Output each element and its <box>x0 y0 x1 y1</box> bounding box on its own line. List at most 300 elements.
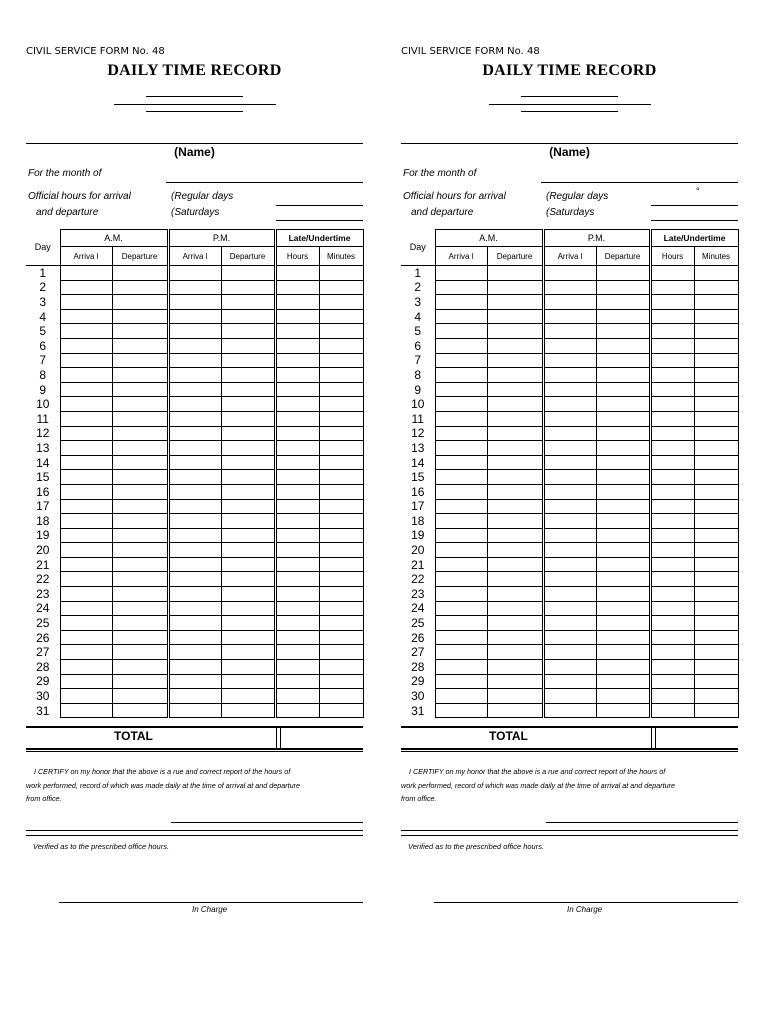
minutes-cell[interactable] <box>694 660 738 675</box>
minutes-cell[interactable] <box>319 660 363 675</box>
am-departure-cell[interactable] <box>112 426 168 441</box>
am-arrival-cell[interactable] <box>60 280 112 295</box>
minutes-cell[interactable] <box>694 368 738 383</box>
am-departure-cell[interactable] <box>112 528 168 543</box>
pm-arrival-cell[interactable] <box>543 528 596 543</box>
minutes-cell[interactable] <box>319 426 363 441</box>
hours-cell[interactable] <box>275 543 319 558</box>
pm-arrival-cell[interactable] <box>168 557 221 572</box>
minutes-cell[interactable] <box>694 689 738 704</box>
am-arrival-cell[interactable] <box>435 382 487 397</box>
am-departure-cell[interactable] <box>112 514 168 529</box>
hours-cell[interactable] <box>650 572 694 587</box>
pm-arrival-cell[interactable] <box>168 484 221 499</box>
hours-cell[interactable] <box>275 528 319 543</box>
pm-departure-cell[interactable] <box>596 674 650 689</box>
pm-arrival-cell[interactable] <box>543 660 596 675</box>
am-departure-cell[interactable] <box>487 543 543 558</box>
pm-departure-cell[interactable] <box>596 368 650 383</box>
minutes-cell[interactable] <box>694 382 738 397</box>
am-arrival-cell[interactable] <box>435 616 487 631</box>
pm-arrival-cell[interactable] <box>543 674 596 689</box>
pm-arrival-cell[interactable] <box>168 455 221 470</box>
hours-cell[interactable] <box>650 601 694 616</box>
pm-departure-cell[interactable] <box>596 689 650 704</box>
pm-arrival-cell[interactable] <box>168 601 221 616</box>
am-arrival-cell[interactable] <box>60 295 112 310</box>
am-arrival-cell[interactable] <box>435 353 487 368</box>
pm-arrival-cell[interactable] <box>543 616 596 631</box>
hours-cell[interactable] <box>650 557 694 572</box>
hours-cell[interactable] <box>275 470 319 485</box>
pm-arrival-cell[interactable] <box>543 557 596 572</box>
pm-departure-cell[interactable] <box>596 557 650 572</box>
regular-days-line[interactable] <box>276 205 363 206</box>
am-arrival-cell[interactable] <box>60 411 112 426</box>
pm-arrival-cell[interactable] <box>543 587 596 602</box>
minutes-cell[interactable] <box>319 557 363 572</box>
pm-arrival-cell[interactable] <box>168 703 221 718</box>
hours-cell[interactable] <box>650 353 694 368</box>
pm-arrival-cell[interactable] <box>543 689 596 704</box>
hours-cell[interactable] <box>275 426 319 441</box>
pm-departure-cell[interactable] <box>596 499 650 514</box>
minutes-cell[interactable] <box>319 689 363 704</box>
pm-arrival-cell[interactable] <box>168 528 221 543</box>
am-arrival-cell[interactable] <box>60 557 112 572</box>
minutes-cell[interactable] <box>694 295 738 310</box>
minutes-cell[interactable] <box>694 616 738 631</box>
minutes-cell[interactable] <box>694 455 738 470</box>
hours-cell[interactable] <box>650 703 694 718</box>
pm-departure-cell[interactable] <box>596 601 650 616</box>
pm-departure-cell[interactable] <box>221 441 275 456</box>
pm-departure-cell[interactable] <box>596 426 650 441</box>
hours-cell[interactable] <box>650 645 694 660</box>
minutes-cell[interactable] <box>319 499 363 514</box>
hours-cell[interactable] <box>275 689 319 704</box>
pm-departure-cell[interactable] <box>596 353 650 368</box>
hours-cell[interactable] <box>650 587 694 602</box>
am-departure-cell[interactable] <box>112 703 168 718</box>
minutes-cell[interactable] <box>694 411 738 426</box>
am-departure-cell[interactable] <box>112 645 168 660</box>
hours-cell[interactable] <box>275 280 319 295</box>
am-departure-cell[interactable] <box>487 295 543 310</box>
hours-cell[interactable] <box>650 411 694 426</box>
am-arrival-cell[interactable] <box>435 703 487 718</box>
am-arrival-cell[interactable] <box>60 674 112 689</box>
hours-cell[interactable] <box>650 499 694 514</box>
minutes-cell[interactable] <box>694 397 738 412</box>
pm-departure-cell[interactable] <box>221 309 275 324</box>
am-departure-cell[interactable] <box>487 324 543 339</box>
am-departure-cell[interactable] <box>112 455 168 470</box>
am-arrival-cell[interactable] <box>60 587 112 602</box>
am-departure-cell[interactable] <box>112 674 168 689</box>
minutes-cell[interactable] <box>319 587 363 602</box>
am-arrival-cell[interactable] <box>60 484 112 499</box>
pm-departure-cell[interactable] <box>221 280 275 295</box>
pm-arrival-cell[interactable] <box>168 514 221 529</box>
am-departure-cell[interactable] <box>487 280 543 295</box>
pm-departure-cell[interactable] <box>221 426 275 441</box>
hours-cell[interactable] <box>650 266 694 281</box>
am-departure-cell[interactable] <box>487 338 543 353</box>
minutes-cell[interactable] <box>694 630 738 645</box>
minutes-cell[interactable] <box>694 601 738 616</box>
pm-arrival-cell[interactable] <box>543 382 596 397</box>
pm-departure-cell[interactable] <box>221 674 275 689</box>
pm-departure-cell[interactable] <box>221 455 275 470</box>
hours-cell[interactable] <box>275 557 319 572</box>
hours-cell[interactable] <box>650 368 694 383</box>
hours-cell[interactable] <box>275 411 319 426</box>
am-departure-cell[interactable] <box>487 514 543 529</box>
am-departure-cell[interactable] <box>112 368 168 383</box>
pm-arrival-cell[interactable] <box>543 514 596 529</box>
am-arrival-cell[interactable] <box>435 426 487 441</box>
am-departure-cell[interactable] <box>112 630 168 645</box>
am-departure-cell[interactable] <box>112 601 168 616</box>
am-departure-cell[interactable] <box>112 266 168 281</box>
pm-departure-cell[interactable] <box>596 470 650 485</box>
pm-departure-cell[interactable] <box>596 441 650 456</box>
am-departure-cell[interactable] <box>112 280 168 295</box>
minutes-cell[interactable] <box>694 645 738 660</box>
am-arrival-cell[interactable] <box>60 660 112 675</box>
hours-cell[interactable] <box>650 470 694 485</box>
pm-departure-cell[interactable] <box>596 660 650 675</box>
signature-line[interactable] <box>546 822 738 823</box>
hours-cell[interactable] <box>650 397 694 412</box>
month-line[interactable] <box>166 182 363 183</box>
hours-cell[interactable] <box>275 703 319 718</box>
pm-departure-cell[interactable] <box>596 616 650 631</box>
pm-departure-cell[interactable] <box>221 528 275 543</box>
am-arrival-cell[interactable] <box>60 528 112 543</box>
pm-arrival-cell[interactable] <box>168 572 221 587</box>
am-arrival-cell[interactable] <box>435 674 487 689</box>
am-departure-cell[interactable] <box>112 397 168 412</box>
minutes-cell[interactable] <box>319 630 363 645</box>
pm-arrival-cell[interactable] <box>168 587 221 602</box>
pm-arrival-cell[interactable] <box>168 630 221 645</box>
minutes-cell[interactable] <box>694 280 738 295</box>
pm-arrival-cell[interactable] <box>168 543 221 558</box>
signature-line[interactable] <box>171 822 363 823</box>
pm-arrival-cell[interactable] <box>543 295 596 310</box>
pm-arrival-cell[interactable] <box>543 441 596 456</box>
minutes-cell[interactable] <box>694 324 738 339</box>
minutes-cell[interactable] <box>694 470 738 485</box>
hours-cell[interactable] <box>650 543 694 558</box>
pm-departure-cell[interactable] <box>596 309 650 324</box>
am-arrival-cell[interactable] <box>435 441 487 456</box>
pm-departure-cell[interactable] <box>221 499 275 514</box>
am-departure-cell[interactable] <box>487 470 543 485</box>
pm-departure-cell[interactable] <box>596 514 650 529</box>
pm-arrival-cell[interactable] <box>168 397 221 412</box>
am-arrival-cell[interactable] <box>60 441 112 456</box>
minutes-cell[interactable] <box>694 426 738 441</box>
hours-cell[interactable] <box>275 514 319 529</box>
am-arrival-cell[interactable] <box>435 484 487 499</box>
am-arrival-cell[interactable] <box>60 455 112 470</box>
hours-cell[interactable] <box>650 324 694 339</box>
minutes-cell[interactable] <box>694 674 738 689</box>
am-departure-cell[interactable] <box>112 543 168 558</box>
hours-cell[interactable] <box>650 674 694 689</box>
pm-departure-cell[interactable] <box>221 353 275 368</box>
am-arrival-cell[interactable] <box>60 630 112 645</box>
pm-arrival-cell[interactable] <box>168 499 221 514</box>
am-departure-cell[interactable] <box>487 382 543 397</box>
minutes-cell[interactable] <box>319 368 363 383</box>
am-departure-cell[interactable] <box>112 338 168 353</box>
am-arrival-cell[interactable] <box>60 645 112 660</box>
pm-arrival-cell[interactable] <box>543 280 596 295</box>
am-arrival-cell[interactable] <box>60 514 112 529</box>
am-arrival-cell[interactable] <box>435 601 487 616</box>
pm-departure-cell[interactable] <box>221 543 275 558</box>
am-arrival-cell[interactable] <box>435 368 487 383</box>
hours-cell[interactable] <box>275 674 319 689</box>
pm-departure-cell[interactable] <box>221 368 275 383</box>
minutes-cell[interactable] <box>319 572 363 587</box>
am-departure-cell[interactable] <box>487 528 543 543</box>
hours-cell[interactable] <box>275 338 319 353</box>
am-departure-cell[interactable] <box>112 689 168 704</box>
pm-departure-cell[interactable] <box>221 645 275 660</box>
am-departure-cell[interactable] <box>112 470 168 485</box>
am-departure-cell[interactable] <box>487 411 543 426</box>
pm-arrival-cell[interactable] <box>168 295 221 310</box>
pm-departure-cell[interactable] <box>221 689 275 704</box>
am-arrival-cell[interactable] <box>435 587 487 602</box>
pm-arrival-cell[interactable] <box>168 426 221 441</box>
am-departure-cell[interactable] <box>112 324 168 339</box>
pm-arrival-cell[interactable] <box>168 338 221 353</box>
am-arrival-cell[interactable] <box>60 703 112 718</box>
pm-arrival-cell[interactable] <box>168 382 221 397</box>
am-arrival-cell[interactable] <box>60 397 112 412</box>
minutes-cell[interactable] <box>319 309 363 324</box>
pm-arrival-cell[interactable] <box>543 266 596 281</box>
am-arrival-cell[interactable] <box>435 499 487 514</box>
hours-cell[interactable] <box>650 528 694 543</box>
pm-departure-cell[interactable] <box>221 660 275 675</box>
minutes-cell[interactable] <box>319 601 363 616</box>
pm-arrival-cell[interactable] <box>543 645 596 660</box>
pm-arrival-cell[interactable] <box>543 368 596 383</box>
minutes-cell[interactable] <box>319 411 363 426</box>
am-arrival-cell[interactable] <box>60 266 112 281</box>
pm-arrival-cell[interactable] <box>168 353 221 368</box>
am-departure-cell[interactable] <box>112 587 168 602</box>
am-arrival-cell[interactable] <box>435 411 487 426</box>
am-departure-cell[interactable] <box>487 499 543 514</box>
am-arrival-cell[interactable] <box>435 543 487 558</box>
am-arrival-cell[interactable] <box>435 572 487 587</box>
am-arrival-cell[interactable] <box>435 397 487 412</box>
am-arrival-cell[interactable] <box>60 616 112 631</box>
pm-departure-cell[interactable] <box>221 587 275 602</box>
pm-arrival-cell[interactable] <box>168 470 221 485</box>
minutes-cell[interactable] <box>694 309 738 324</box>
pm-arrival-cell[interactable] <box>543 470 596 485</box>
pm-departure-cell[interactable] <box>596 528 650 543</box>
hours-cell[interactable] <box>275 441 319 456</box>
hours-cell[interactable] <box>275 397 319 412</box>
pm-departure-cell[interactable] <box>596 455 650 470</box>
minutes-cell[interactable] <box>319 382 363 397</box>
minutes-cell[interactable] <box>694 572 738 587</box>
am-departure-cell[interactable] <box>112 382 168 397</box>
hours-cell[interactable] <box>275 353 319 368</box>
hours-cell[interactable] <box>275 368 319 383</box>
am-arrival-cell[interactable] <box>435 295 487 310</box>
pm-arrival-cell[interactable] <box>168 616 221 631</box>
hours-cell[interactable] <box>650 280 694 295</box>
hours-cell[interactable] <box>275 484 319 499</box>
minutes-cell[interactable] <box>319 266 363 281</box>
am-arrival-cell[interactable] <box>60 499 112 514</box>
pm-arrival-cell[interactable] <box>543 426 596 441</box>
minutes-cell[interactable] <box>319 645 363 660</box>
pm-arrival-cell[interactable] <box>543 353 596 368</box>
am-departure-cell[interactable] <box>112 353 168 368</box>
saturdays-line[interactable] <box>651 220 738 221</box>
am-arrival-cell[interactable] <box>435 645 487 660</box>
pm-arrival-cell[interactable] <box>168 674 221 689</box>
pm-arrival-cell[interactable] <box>543 324 596 339</box>
am-departure-cell[interactable] <box>112 441 168 456</box>
pm-arrival-cell[interactable] <box>543 572 596 587</box>
saturdays-line[interactable] <box>276 220 363 221</box>
pm-arrival-cell[interactable] <box>168 368 221 383</box>
minutes-cell[interactable] <box>694 338 738 353</box>
am-arrival-cell[interactable] <box>435 338 487 353</box>
am-arrival-cell[interactable] <box>435 630 487 645</box>
am-departure-cell[interactable] <box>487 484 543 499</box>
minutes-cell[interactable] <box>694 441 738 456</box>
pm-arrival-cell[interactable] <box>543 601 596 616</box>
am-departure-cell[interactable] <box>112 572 168 587</box>
hours-cell[interactable] <box>275 601 319 616</box>
am-departure-cell[interactable] <box>487 353 543 368</box>
am-departure-cell[interactable] <box>487 572 543 587</box>
pm-departure-cell[interactable] <box>596 645 650 660</box>
hours-cell[interactable] <box>275 309 319 324</box>
hours-cell[interactable] <box>650 426 694 441</box>
am-arrival-cell[interactable] <box>435 324 487 339</box>
pm-departure-cell[interactable] <box>596 338 650 353</box>
am-arrival-cell[interactable] <box>435 528 487 543</box>
hours-cell[interactable] <box>650 455 694 470</box>
minutes-cell[interactable] <box>319 280 363 295</box>
pm-departure-cell[interactable] <box>221 601 275 616</box>
am-departure-cell[interactable] <box>487 630 543 645</box>
pm-departure-cell[interactable] <box>221 557 275 572</box>
am-arrival-cell[interactable] <box>435 557 487 572</box>
am-arrival-cell[interactable] <box>60 338 112 353</box>
hours-cell[interactable] <box>275 295 319 310</box>
am-departure-cell[interactable] <box>487 601 543 616</box>
am-arrival-cell[interactable] <box>60 572 112 587</box>
am-arrival-cell[interactable] <box>60 309 112 324</box>
minutes-cell[interactable] <box>694 587 738 602</box>
minutes-cell[interactable] <box>319 324 363 339</box>
am-departure-cell[interactable] <box>112 499 168 514</box>
hours-cell[interactable] <box>650 338 694 353</box>
pm-arrival-cell[interactable] <box>543 338 596 353</box>
pm-arrival-cell[interactable] <box>543 484 596 499</box>
minutes-cell[interactable] <box>319 674 363 689</box>
minutes-cell[interactable] <box>694 557 738 572</box>
pm-arrival-cell[interactable] <box>168 324 221 339</box>
pm-departure-cell[interactable] <box>221 514 275 529</box>
hours-cell[interactable] <box>650 689 694 704</box>
name-line[interactable] <box>26 143 363 144</box>
minutes-cell[interactable] <box>694 353 738 368</box>
pm-arrival-cell[interactable] <box>168 309 221 324</box>
minutes-cell[interactable] <box>694 499 738 514</box>
pm-arrival-cell[interactable] <box>543 499 596 514</box>
minutes-cell[interactable] <box>319 455 363 470</box>
pm-departure-cell[interactable] <box>221 630 275 645</box>
am-arrival-cell[interactable] <box>60 382 112 397</box>
pm-departure-cell[interactable] <box>596 703 650 718</box>
pm-departure-cell[interactable] <box>596 572 650 587</box>
pm-arrival-cell[interactable] <box>168 689 221 704</box>
pm-departure-cell[interactable] <box>596 280 650 295</box>
am-arrival-cell[interactable] <box>60 426 112 441</box>
pm-arrival-cell[interactable] <box>543 397 596 412</box>
minutes-cell[interactable] <box>319 543 363 558</box>
hours-cell[interactable] <box>650 630 694 645</box>
am-departure-cell[interactable] <box>487 266 543 281</box>
minutes-cell[interactable] <box>319 616 363 631</box>
minutes-cell[interactable] <box>319 470 363 485</box>
am-arrival-cell[interactable] <box>435 280 487 295</box>
minutes-cell[interactable] <box>319 484 363 499</box>
pm-departure-cell[interactable] <box>221 616 275 631</box>
am-arrival-cell[interactable] <box>60 601 112 616</box>
am-departure-cell[interactable] <box>487 557 543 572</box>
am-arrival-cell[interactable] <box>435 455 487 470</box>
minutes-cell[interactable] <box>694 484 738 499</box>
pm-departure-cell[interactable] <box>596 324 650 339</box>
minutes-cell[interactable] <box>694 266 738 281</box>
minutes-cell[interactable] <box>319 338 363 353</box>
am-departure-cell[interactable] <box>487 703 543 718</box>
am-departure-cell[interactable] <box>112 295 168 310</box>
hours-cell[interactable] <box>275 324 319 339</box>
am-arrival-cell[interactable] <box>60 368 112 383</box>
am-departure-cell[interactable] <box>112 411 168 426</box>
minutes-cell[interactable] <box>319 703 363 718</box>
am-departure-cell[interactable] <box>487 674 543 689</box>
minutes-cell[interactable] <box>694 543 738 558</box>
minutes-cell[interactable] <box>319 528 363 543</box>
pm-departure-cell[interactable] <box>596 630 650 645</box>
pm-departure-cell[interactable] <box>221 411 275 426</box>
am-departure-cell[interactable] <box>112 557 168 572</box>
hours-cell[interactable] <box>275 572 319 587</box>
pm-departure-cell[interactable] <box>596 587 650 602</box>
am-departure-cell[interactable] <box>487 616 543 631</box>
